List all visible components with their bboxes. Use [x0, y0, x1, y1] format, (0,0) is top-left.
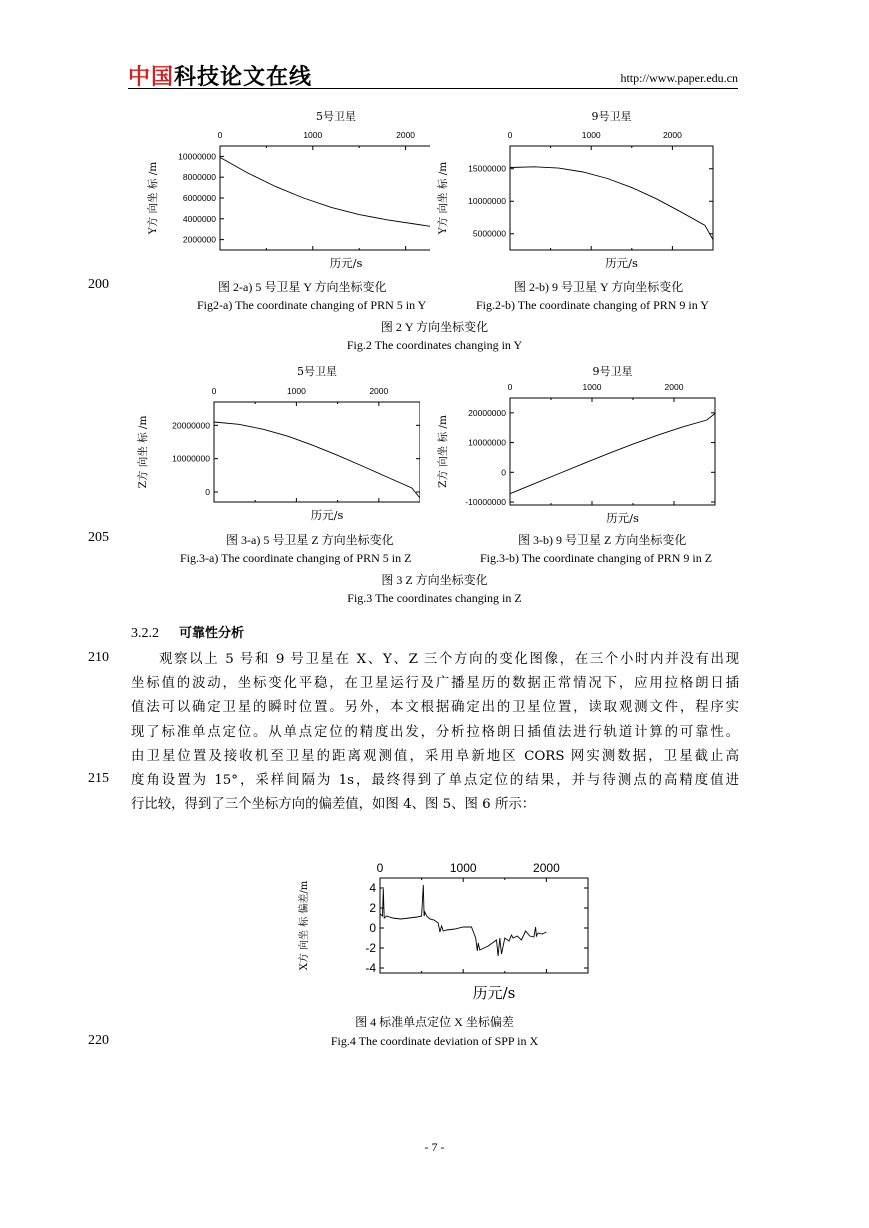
paragraph-line: 度角设置为 15°，采样间隔为 1s，最终得到了单点定位的结果，并与待测点的高精度值进	[131, 772, 739, 788]
x-tick-label: 1000	[449, 861, 477, 875]
line-number: 220	[88, 1033, 109, 1048]
y-axis-label: Z方 向坐 标 /m	[437, 415, 449, 488]
x-tick-label: 0	[211, 386, 217, 396]
fig3a-chart	[130, 355, 420, 527]
fig3b-caption-en: Fig.3-b) The coordinate changing of PRN 9 in Z	[480, 551, 713, 565]
series-line	[380, 885, 546, 956]
fig3b-chart	[430, 355, 730, 527]
y-tick-label: 4000000	[182, 213, 216, 224]
fig2a-caption-en: Fig2-a) The coordinate changing of PRN 5 in Y	[197, 298, 427, 312]
paragraph-line: 值法可以确定卫星的瞬时位置。另外，本文根据确定出的卫星位置，读取观测文件，程序实	[131, 700, 739, 716]
fig2a-caption-cn: 图 2-a) 5 号卫星 Y 方向坐标变化	[218, 280, 387, 294]
fig2b-caption-cn: 图 2-b) 9 号卫星 Y 方向坐标变化	[514, 280, 684, 294]
line-number: 215	[88, 771, 109, 786]
y-tick-label: 8000000	[182, 172, 216, 183]
paragraph-line: 行比较，得到了三个坐标方向的偏差值，如图 4、图 5、图 6 所示：	[131, 797, 536, 813]
series-line	[220, 157, 430, 232]
fig3-caption-cn: 图 3 Z 方向坐标变化	[381, 573, 488, 587]
y-tick-label: 5000000	[472, 228, 506, 239]
y-axis-label: Y方 向坐 标 /m	[147, 161, 159, 235]
line-number: 200	[88, 277, 109, 292]
x-tick-label: 0	[376, 861, 384, 875]
chart-title: 9号卫星	[591, 110, 632, 123]
y-tick-label: 10000000	[468, 437, 506, 448]
y-tick-label: -2	[365, 941, 376, 956]
header-url[interactable]: http://www.paper.edu.cn	[620, 71, 738, 85]
y-tick-label: 0	[501, 467, 506, 478]
x-tick-label: 1000	[582, 382, 602, 392]
x-axis-label: 历元/s	[329, 256, 363, 270]
body-paragraph	[131, 648, 739, 817]
fig4-chart	[295, 848, 605, 1008]
x-tick-label: 2000	[369, 386, 389, 396]
x-axis-label: 历元/s	[310, 508, 344, 522]
y-tick-label: -10000000	[465, 497, 506, 508]
x-tick-label: 2000	[396, 130, 416, 140]
x-tick-label: 1000	[286, 386, 306, 396]
page-number: - 7 -	[424, 1140, 445, 1154]
fig4-caption-cn: 图 4 标准单点定位 X 坐标偏差	[355, 1015, 514, 1029]
fig2a-chart	[140, 100, 430, 275]
y-tick-label: 0	[369, 921, 376, 936]
plot-frame	[510, 398, 715, 505]
chart-title: 5号卫星	[316, 110, 356, 123]
x-tick-label: 1000	[303, 130, 323, 140]
fig3a-caption-en: Fig.3-a) The coordinate changing of PRN 5 in Z	[180, 551, 412, 565]
line-number: 205	[88, 530, 109, 545]
fig3a-caption-cn: 图 3-a) 5 号卫星 Z 方向坐标变化	[226, 533, 394, 547]
x-tick-label: 2000	[662, 130, 682, 140]
plot-frame	[214, 402, 420, 502]
y-tick-label: 10000000	[178, 151, 216, 162]
paragraph-line: 坐标值的波动，坐标变化平稳，在卫星运行及广播星历的数据正常情况下，应用拉格朗日插	[131, 676, 739, 692]
y-tick-label: 2	[369, 901, 376, 916]
fig3-caption-en: Fig.3 The coordinates changing in Z	[347, 591, 522, 605]
header-rule	[128, 88, 738, 89]
line-number: 210	[88, 650, 109, 665]
paragraph-line: 观察以上 5 号和 9 号卫星在 X、Y、Z 三个方向的变化图像，在三个小时内并没有出现	[159, 652, 739, 667]
fig3b-caption-cn: 图 3-b) 9 号卫星 Z 方向坐标变化	[518, 533, 687, 547]
y-axis-label: Y方 向坐 标 /m	[437, 161, 449, 235]
y-axis-label: Z方 向坐 标 /m	[137, 415, 149, 489]
plot-frame	[380, 878, 588, 973]
y-axis-label: X方 向坐 标 偏差/m	[299, 880, 310, 971]
y-tick-label: 2000000	[182, 234, 216, 245]
plot-frame	[510, 146, 713, 250]
fig4-caption-en: Fig.4 The coordinate deviation of SPP in X	[330, 1034, 539, 1048]
x-axis-label: 历元/s	[605, 256, 638, 270]
x-tick-label: 0	[507, 130, 513, 140]
chart-title: 9号卫星	[592, 365, 633, 378]
fig2-caption-en: Fig.2 The coordinates changing in Y	[346, 338, 523, 352]
plot-frame	[220, 146, 430, 250]
paragraph-line: 现了标准单点定位。从单点定位的精度出发，分析拉格朗日插值法进行轨道计算的可靠性。	[131, 724, 739, 740]
y-tick-label: 10000000	[468, 196, 506, 207]
y-tick-label: 20000000	[468, 407, 506, 418]
fig2-caption-cn: 图 2 Y 方向坐标变化	[380, 320, 489, 334]
y-tick-label: 15000000	[468, 163, 506, 174]
x-axis-label: 历元/s	[606, 511, 639, 525]
series-line	[214, 422, 420, 498]
y-tick-label: 0	[205, 486, 210, 497]
chart-title: 5号卫星	[297, 365, 337, 378]
fig2b-caption-en: Fig.2-b) The coordinate changing of PRN 9 in Y	[476, 298, 709, 312]
x-tick-label: 0	[217, 130, 223, 140]
x-tick-label: 2000	[533, 861, 560, 875]
fig2b-chart	[430, 100, 730, 275]
section-heading: 3.2.2 可靠性分析	[131, 626, 245, 641]
y-tick-label: 6000000	[182, 192, 216, 203]
series-line	[510, 414, 715, 494]
x-tick-label: 1000	[581, 130, 601, 140]
y-tick-label: 20000000	[172, 420, 210, 431]
x-tick-label: 0	[507, 382, 513, 392]
y-tick-label: 10000000	[172, 453, 210, 464]
x-tick-label: 2000	[664, 382, 684, 392]
x-axis-label: 历元/s	[472, 984, 516, 1002]
journal-logo: 中国科技论文在线	[128, 65, 313, 90]
paragraph-line: 由卫星位置及接收机至卫星的距离观测值，采用阜新地区 CORS 网实测数据，卫星截止高	[131, 748, 739, 764]
y-tick-label: -4	[365, 961, 376, 976]
series-line	[510, 167, 713, 240]
y-tick-label: 4	[369, 881, 376, 896]
